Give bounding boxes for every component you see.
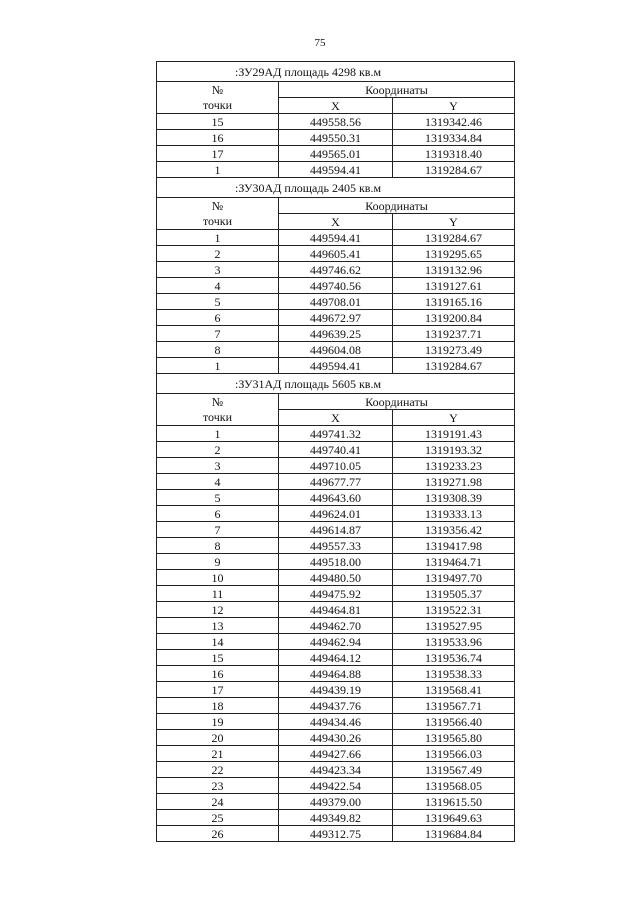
section-title: :ЗУ31АД площадь 5605 кв.м bbox=[157, 374, 515, 394]
point-number: 12 bbox=[157, 602, 279, 618]
x-coordinate: 449605.41 bbox=[279, 246, 393, 262]
table-row bbox=[157, 358, 515, 374]
x-coordinate: 449594.41 bbox=[279, 358, 393, 374]
table-row bbox=[157, 442, 515, 458]
y-coordinate: 1319464.71 bbox=[393, 554, 515, 570]
x-coordinate: 449437.76 bbox=[279, 698, 393, 714]
point-number: 4 bbox=[157, 474, 279, 490]
x-coordinate: 449379.00 bbox=[279, 794, 393, 810]
point-number: 13 bbox=[157, 618, 279, 634]
table-row bbox=[157, 294, 515, 310]
y-coordinate: 1319273.49 bbox=[393, 342, 515, 358]
table-row bbox=[157, 586, 515, 602]
x-coordinate: 449594.41 bbox=[279, 230, 393, 246]
x-coordinate: 449624.01 bbox=[279, 506, 393, 522]
y-coordinate: 1319649.63 bbox=[393, 810, 515, 826]
table-row bbox=[157, 506, 515, 522]
table-row bbox=[157, 714, 515, 730]
point-number: 21 bbox=[157, 746, 279, 762]
table-row bbox=[157, 490, 515, 506]
table-row bbox=[157, 522, 515, 538]
point-number: 3 bbox=[157, 262, 279, 278]
point-number: 8 bbox=[157, 342, 279, 358]
x-coordinate: 449604.08 bbox=[279, 342, 393, 358]
x-coordinate: 449594.41 bbox=[279, 162, 393, 178]
table-row bbox=[157, 730, 515, 746]
coordinates-header: Координаты bbox=[279, 394, 515, 410]
y-coordinate: 1319333.13 bbox=[393, 506, 515, 522]
x-header: X bbox=[279, 214, 393, 230]
x-coordinate: 449550.31 bbox=[279, 130, 393, 146]
y-coordinate: 1319356.42 bbox=[393, 522, 515, 538]
table-row bbox=[157, 762, 515, 778]
point-number: 17 bbox=[157, 682, 279, 698]
point-number: 20 bbox=[157, 730, 279, 746]
x-coordinate: 449462.70 bbox=[279, 618, 393, 634]
x-coordinate: 449710.05 bbox=[279, 458, 393, 474]
table-row bbox=[157, 794, 515, 810]
x-coordinate: 449746.62 bbox=[279, 262, 393, 278]
point-number: 6 bbox=[157, 310, 279, 326]
point-number: 1 bbox=[157, 162, 279, 178]
table-row bbox=[157, 602, 515, 618]
table-row bbox=[157, 618, 515, 634]
point-number: 25 bbox=[157, 810, 279, 826]
y-coordinate: 1319342.46 bbox=[393, 114, 515, 130]
x-coordinate: 449462.94 bbox=[279, 634, 393, 650]
table-row bbox=[157, 650, 515, 666]
y-coordinate: 1319527.95 bbox=[393, 618, 515, 634]
y-coordinate: 1319127.61 bbox=[393, 278, 515, 294]
table-row bbox=[157, 230, 515, 246]
y-coordinate: 1319615.50 bbox=[393, 794, 515, 810]
x-coordinate: 449614.87 bbox=[279, 522, 393, 538]
x-coordinate: 449518.00 bbox=[279, 554, 393, 570]
y-coordinate: 1319295.65 bbox=[393, 246, 515, 262]
x-coordinate: 449349.82 bbox=[279, 810, 393, 826]
y-header: Y bbox=[393, 214, 515, 230]
table-row bbox=[157, 682, 515, 698]
x-coordinate: 449475.92 bbox=[279, 586, 393, 602]
point-number: 7 bbox=[157, 522, 279, 538]
y-coordinate: 1319193.32 bbox=[393, 442, 515, 458]
x-coordinate: 449565.01 bbox=[279, 146, 393, 162]
x-coordinate: 449740.56 bbox=[279, 278, 393, 294]
y-coordinate: 1319505.37 bbox=[393, 586, 515, 602]
point-number-header: № bbox=[157, 198, 279, 214]
x-coordinate: 449558.56 bbox=[279, 114, 393, 130]
header-row bbox=[157, 198, 515, 214]
y-header: Y bbox=[393, 410, 515, 426]
point-number: 4 bbox=[157, 278, 279, 294]
table-row bbox=[157, 130, 515, 146]
table-row bbox=[157, 326, 515, 342]
point-number: 9 bbox=[157, 554, 279, 570]
coordinates-table-body bbox=[157, 62, 515, 842]
point-number: 2 bbox=[157, 442, 279, 458]
x-header: X bbox=[279, 98, 393, 114]
y-coordinate: 1319334.84 bbox=[393, 130, 515, 146]
x-coordinate: 449439.19 bbox=[279, 682, 393, 698]
x-header: X bbox=[279, 410, 393, 426]
section-title: :ЗУ29АД площадь 4298 кв.м bbox=[157, 62, 515, 82]
table-row bbox=[157, 634, 515, 650]
point-number: 1 bbox=[157, 358, 279, 374]
point-number: 23 bbox=[157, 778, 279, 794]
y-coordinate: 1319565.80 bbox=[393, 730, 515, 746]
y-coordinate: 1319284.67 bbox=[393, 358, 515, 374]
table-row bbox=[157, 310, 515, 326]
table-row bbox=[157, 570, 515, 586]
section-title-row bbox=[157, 62, 515, 82]
y-header: Y bbox=[393, 98, 515, 114]
y-coordinate: 1319684.84 bbox=[393, 826, 515, 842]
point-number: 6 bbox=[157, 506, 279, 522]
point-number: 19 bbox=[157, 714, 279, 730]
page-number: 75 bbox=[314, 37, 326, 49]
x-coordinate: 449480.50 bbox=[279, 570, 393, 586]
header-row bbox=[157, 394, 515, 410]
point-label-header: точки bbox=[157, 214, 279, 230]
y-coordinate: 1319568.05 bbox=[393, 778, 515, 794]
point-number: 5 bbox=[157, 490, 279, 506]
table-row bbox=[157, 262, 515, 278]
x-coordinate: 449422.54 bbox=[279, 778, 393, 794]
point-number: 14 bbox=[157, 634, 279, 650]
point-number: 15 bbox=[157, 650, 279, 666]
y-coordinate: 1319318.40 bbox=[393, 146, 515, 162]
table-row bbox=[157, 426, 515, 442]
y-coordinate: 1319536.74 bbox=[393, 650, 515, 666]
x-coordinate: 449464.88 bbox=[279, 666, 393, 682]
point-number: 26 bbox=[157, 826, 279, 842]
table-row bbox=[157, 146, 515, 162]
table-row bbox=[157, 698, 515, 714]
point-number: 2 bbox=[157, 246, 279, 262]
y-coordinate: 1319568.41 bbox=[393, 682, 515, 698]
header-row bbox=[157, 214, 515, 230]
section-title-row bbox=[157, 178, 515, 198]
x-coordinate: 449464.81 bbox=[279, 602, 393, 618]
point-number: 8 bbox=[157, 538, 279, 554]
y-coordinate: 1319533.96 bbox=[393, 634, 515, 650]
y-coordinate: 1319538.33 bbox=[393, 666, 515, 682]
header-row bbox=[157, 410, 515, 426]
point-number: 5 bbox=[157, 294, 279, 310]
y-coordinate: 1319308.39 bbox=[393, 490, 515, 506]
y-coordinate: 1319200.84 bbox=[393, 310, 515, 326]
y-coordinate: 1319497.70 bbox=[393, 570, 515, 586]
table-row bbox=[157, 746, 515, 762]
table-row bbox=[157, 666, 515, 682]
point-number: 18 bbox=[157, 698, 279, 714]
table-row bbox=[157, 554, 515, 570]
point-number: 17 bbox=[157, 146, 279, 162]
y-coordinate: 1319566.03 bbox=[393, 746, 515, 762]
section-title-row bbox=[157, 374, 515, 394]
point-number: 16 bbox=[157, 130, 279, 146]
y-coordinate: 1319284.67 bbox=[393, 162, 515, 178]
x-coordinate: 449677.77 bbox=[279, 474, 393, 490]
point-label-header: точки bbox=[157, 98, 279, 114]
point-number-header: № bbox=[157, 82, 279, 98]
point-label-header: точки bbox=[157, 410, 279, 426]
y-coordinate: 1319165.16 bbox=[393, 294, 515, 310]
y-coordinate: 1319271.98 bbox=[393, 474, 515, 490]
table-row bbox=[157, 810, 515, 826]
point-number: 15 bbox=[157, 114, 279, 130]
point-number: 3 bbox=[157, 458, 279, 474]
section-title: :ЗУ30АД площадь 2405 кв.м bbox=[157, 178, 515, 198]
y-coordinate: 1319191.43 bbox=[393, 426, 515, 442]
y-coordinate: 1319237.71 bbox=[393, 326, 515, 342]
x-coordinate: 449741.32 bbox=[279, 426, 393, 442]
x-coordinate: 449434.46 bbox=[279, 714, 393, 730]
point-number: 22 bbox=[157, 762, 279, 778]
point-number: 10 bbox=[157, 570, 279, 586]
table-row bbox=[157, 114, 515, 130]
point-number: 24 bbox=[157, 794, 279, 810]
y-coordinate: 1319566.40 bbox=[393, 714, 515, 730]
point-number: 16 bbox=[157, 666, 279, 682]
x-coordinate: 449430.26 bbox=[279, 730, 393, 746]
y-coordinate: 1319233.23 bbox=[393, 458, 515, 474]
x-coordinate: 449312.75 bbox=[279, 826, 393, 842]
x-coordinate: 449740.41 bbox=[279, 442, 393, 458]
point-number: 7 bbox=[157, 326, 279, 342]
x-coordinate: 449427.66 bbox=[279, 746, 393, 762]
table-row bbox=[157, 278, 515, 294]
table-row bbox=[157, 342, 515, 358]
x-coordinate: 449708.01 bbox=[279, 294, 393, 310]
table-row bbox=[157, 826, 515, 842]
table-row bbox=[157, 162, 515, 178]
point-number: 1 bbox=[157, 230, 279, 246]
point-number-header: № bbox=[157, 394, 279, 410]
table-row bbox=[157, 778, 515, 794]
point-number: 1 bbox=[157, 426, 279, 442]
coordinates-header: Координаты bbox=[279, 198, 515, 214]
x-coordinate: 449464.12 bbox=[279, 650, 393, 666]
x-coordinate: 449557.33 bbox=[279, 538, 393, 554]
y-coordinate: 1319132.96 bbox=[393, 262, 515, 278]
header-row bbox=[157, 98, 515, 114]
point-number: 11 bbox=[157, 586, 279, 602]
y-coordinate: 1319284.67 bbox=[393, 230, 515, 246]
x-coordinate: 449423.34 bbox=[279, 762, 393, 778]
x-coordinate: 449672.97 bbox=[279, 310, 393, 326]
y-coordinate: 1319567.71 bbox=[393, 698, 515, 714]
x-coordinate: 449643.60 bbox=[279, 490, 393, 506]
header-row bbox=[157, 82, 515, 98]
y-coordinate: 1319522.31 bbox=[393, 602, 515, 618]
coordinates-header: Координаты bbox=[279, 82, 515, 98]
x-coordinate: 449639.25 bbox=[279, 326, 393, 342]
table-row bbox=[157, 458, 515, 474]
y-coordinate: 1319417.98 bbox=[393, 538, 515, 554]
y-coordinate: 1319567.49 bbox=[393, 762, 515, 778]
table-row bbox=[157, 538, 515, 554]
table-row bbox=[157, 474, 515, 490]
table-row bbox=[157, 246, 515, 262]
coordinates-table bbox=[156, 61, 515, 842]
